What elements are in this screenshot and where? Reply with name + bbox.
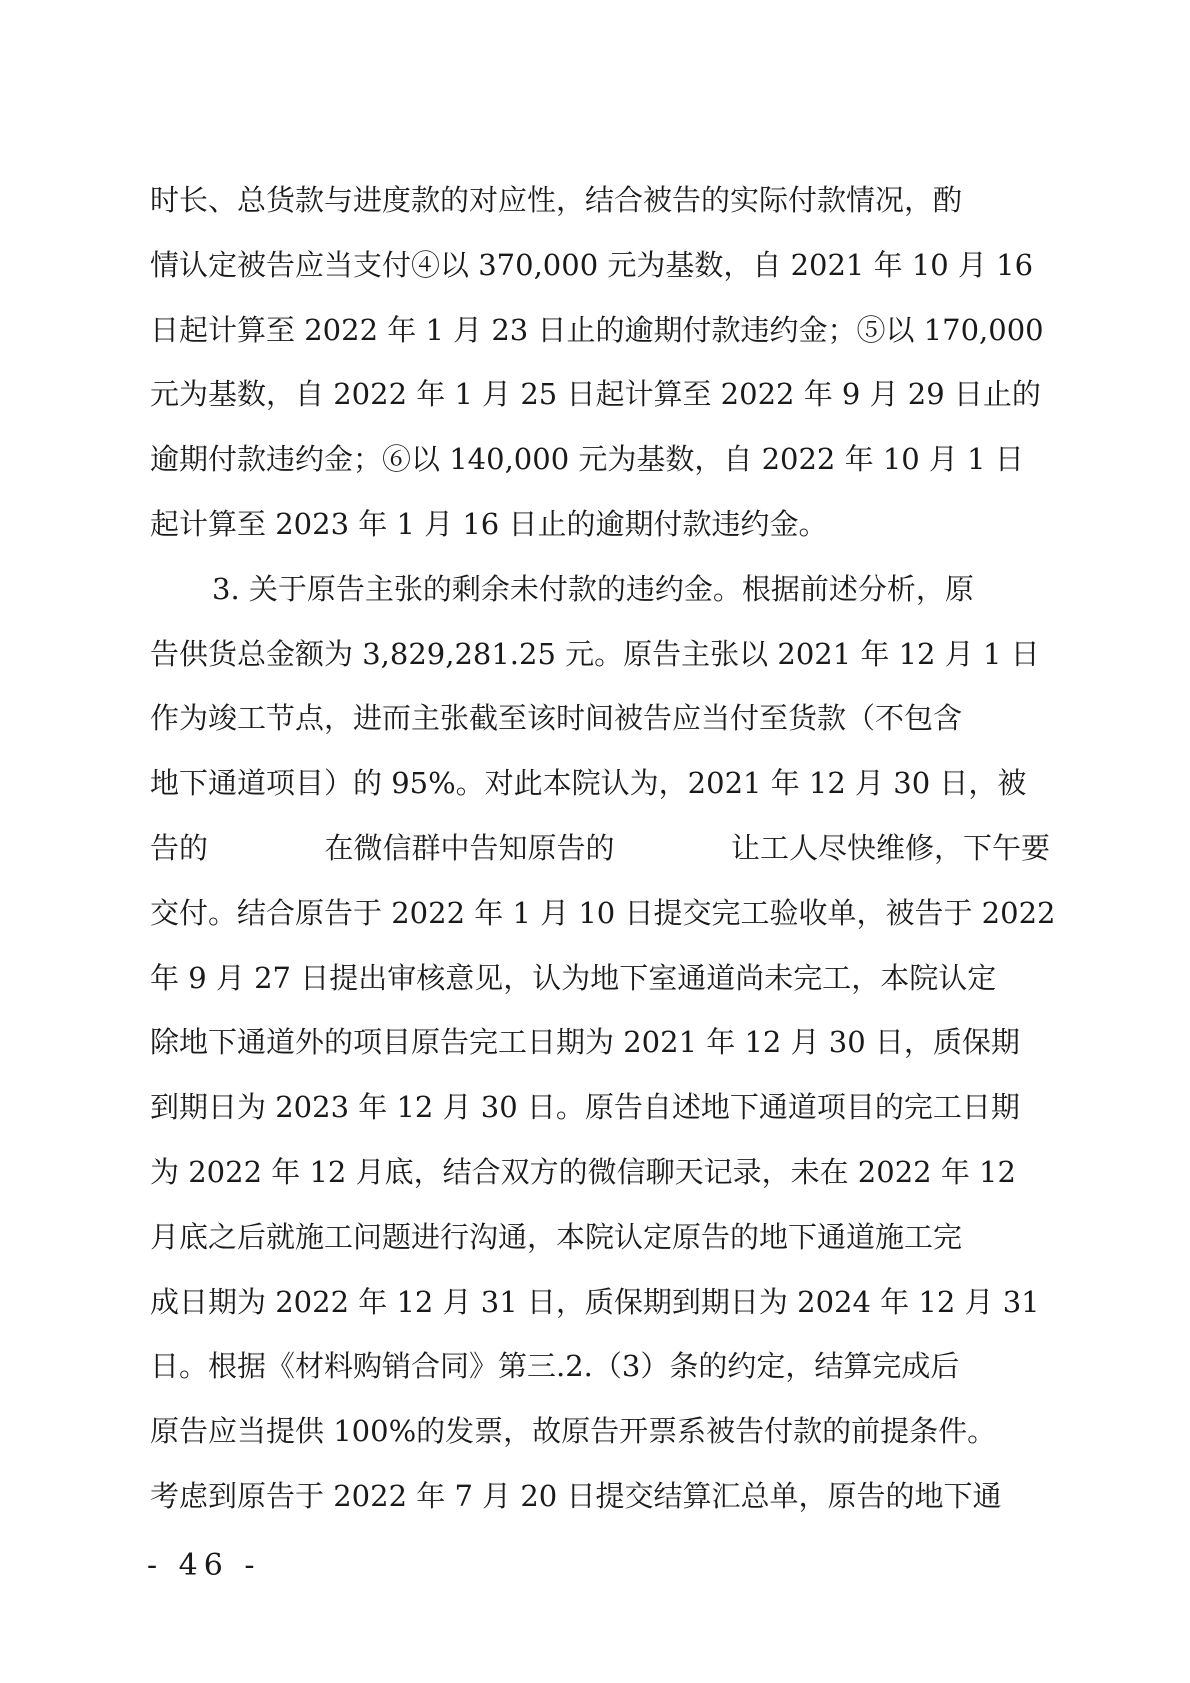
text-line: 除地下通道外的项目原告完工日期为 2021 年 12 月 30 日，质保期 bbox=[150, 1025, 1020, 1060]
text-line: 月底之后就施工问题进行沟通，本院认定原告的地下通道施工完 bbox=[150, 1219, 963, 1254]
text-line: 考虑到原告于 2022 年 7 月 20 日提交结算汇总单，原告的地下通 bbox=[150, 1478, 1002, 1513]
text-line: 为 2022 年 12 月底，结合双方的微信聊天记录，未在 2022 年 12 bbox=[150, 1154, 1016, 1189]
page-number: - 46 - bbox=[147, 1548, 261, 1583]
text-line-with-redactions: 告的 在微信群中告知原告的 让工人尽快维修，下午要 bbox=[150, 826, 1050, 891]
redacted-name bbox=[243, 826, 289, 858]
text-line: 交付。结合原告于 2022 年 1 月 10 日提交完工验收单，被告于 2022 bbox=[150, 895, 1056, 930]
text-line: 元为基数，自 2022 年 1 月 25 日起计算至 2022 年 9 月 29 日止的 bbox=[150, 377, 1041, 412]
text-line: 时长、总货款与进度款的对应性，结合被告的实际付款情况，酌 bbox=[150, 183, 963, 217]
body-text bbox=[150, 178, 1056, 1539]
text-line: 告供货总金额为 3,829,281.25 元。原告主张以 2021 年 12 月 1 日 bbox=[150, 636, 1040, 671]
text-line: 情认定被告应当支付④以 370,000 元为基数，自 2021 年 10 月 16 bbox=[150, 247, 1034, 282]
text-line: 到期日为 2023 年 12 月 30 日。原告自述地下通道项目的完工日期 bbox=[150, 1090, 1020, 1125]
text-line: 地下通道项目）的 95%。对此本院认为，2021 年 12 月 30 日，被 bbox=[150, 766, 1027, 801]
text-line: 日起计算至 2022 年 1 月 23 日止的逾期付款违约金；⑤以 170,000 bbox=[150, 312, 1044, 347]
text-line: 日。根据《材料购销合同》第三.2.（3）条的约定，结算完成后 bbox=[150, 1349, 960, 1384]
text-line: 起计算至 2023 年 1 月 16 日止的逾期付款违约金。 bbox=[150, 506, 828, 541]
text-line: 年 9 月 27 日提出审核意见，认为地下室通道尚未完工，本院认定 bbox=[150, 960, 997, 995]
text-line: 逾期付款违约金；⑥以 140,000 元为基数，自 2022 年 10 月 1 日 bbox=[150, 442, 1024, 477]
text-line: 成日期为 2022 年 12 月 31 日，质保期到期日为 2024 年 12 月 31 bbox=[150, 1284, 1040, 1319]
text-line: 作为竣工节点，进而主张截至该时间被告应当付至货款（不包含 bbox=[150, 701, 963, 736]
paragraph-start-line: 3. 关于原告主张的剩余未付款的违约金。根据前述分析，原 bbox=[212, 571, 974, 606]
redacted-name bbox=[650, 826, 696, 858]
text-line: 原告应当提供 100%的发票，故原告开票系被告付款的前提条件。 bbox=[150, 1414, 997, 1449]
